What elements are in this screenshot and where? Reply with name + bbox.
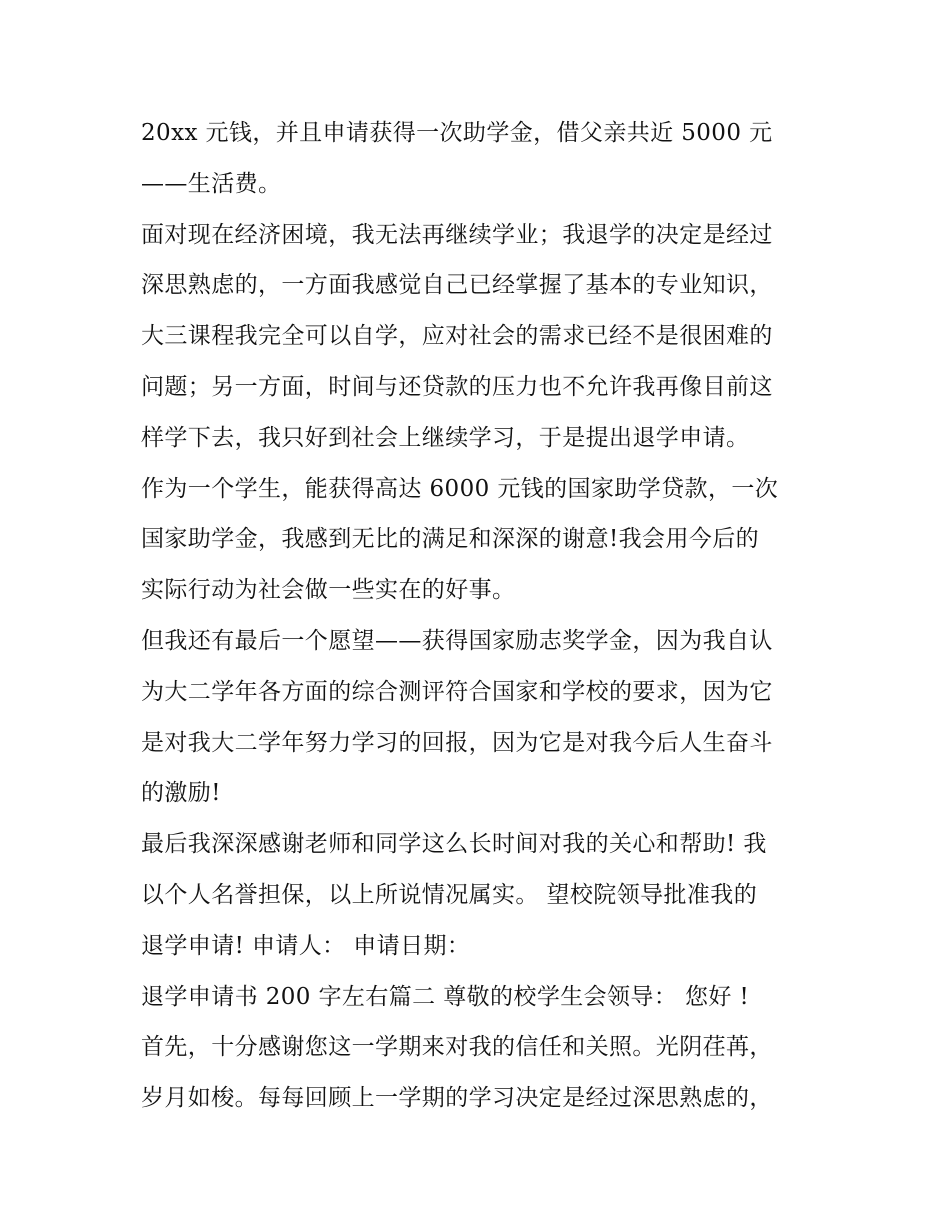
text-line: 样学下去，我只好到社会上继续学习，于是提出退学申请。 bbox=[141, 424, 750, 451]
text-line: 面对现在经济困境，我无法再继续学业；我退学的决定是经过 bbox=[141, 221, 773, 248]
text-line: 深思熟虑的，一方面我感觉自己已经掌握了基本的专业知识， bbox=[141, 272, 773, 299]
text-line: 最后我深深感谢老师和同学这么长时间对我的关心和帮助! 我 bbox=[141, 831, 767, 858]
text-line: 为大二学年各方面的综合测评符合国家和学校的要求，因为它 bbox=[141, 678, 773, 705]
text-line: 是对我大二学年努力学习的回报，因为它是对我今后人生奋斗 bbox=[141, 729, 773, 756]
text-line: 国家助学金，我感到无比的满足和深深的谢意!我会用今后的 bbox=[141, 526, 760, 553]
text-line: 大三课程我完全可以自学，应对社会的需求已经不是很困难的 bbox=[141, 323, 773, 350]
text-line: ——生活费。 bbox=[141, 170, 282, 197]
document-body bbox=[141, 108, 821, 1124]
text-line: 岁月如梭。每每回顾上一学期的学习决定是经过深思熟虑的， bbox=[141, 1085, 773, 1112]
text-line: 但我还有最后一个愿望——获得国家励志奖学金，因为我自认 bbox=[141, 627, 773, 654]
text-line: 的激励! bbox=[141, 780, 221, 807]
text-line: 实际行动为社会做一些实在的好事。 bbox=[141, 577, 516, 604]
text-line: 退学申请书 200 字左右篇二 尊敬的校学生会领导： 您好 ! bbox=[141, 983, 750, 1010]
text-line: 以个人名誉担保，以上所说情况属实。 望校院领导批准我的 bbox=[141, 881, 758, 908]
text-line: 退学申请! 申请人： 申请日期： bbox=[141, 932, 471, 959]
text-line: 作为一个学生，能获得高达 6000 元钱的国家助学贷款，一次 bbox=[141, 475, 779, 502]
text-line: 问题；另一方面，时间与还贷款的压力也不允许我再像目前这 bbox=[141, 373, 773, 400]
text-line: 20xx 元钱，并且申请获得一次助学金，借父亲共近 5000 元 bbox=[141, 120, 773, 146]
text-line: 首先，十分感谢您这一学期来对我的信任和关照。光阴荏苒， bbox=[141, 1034, 773, 1061]
